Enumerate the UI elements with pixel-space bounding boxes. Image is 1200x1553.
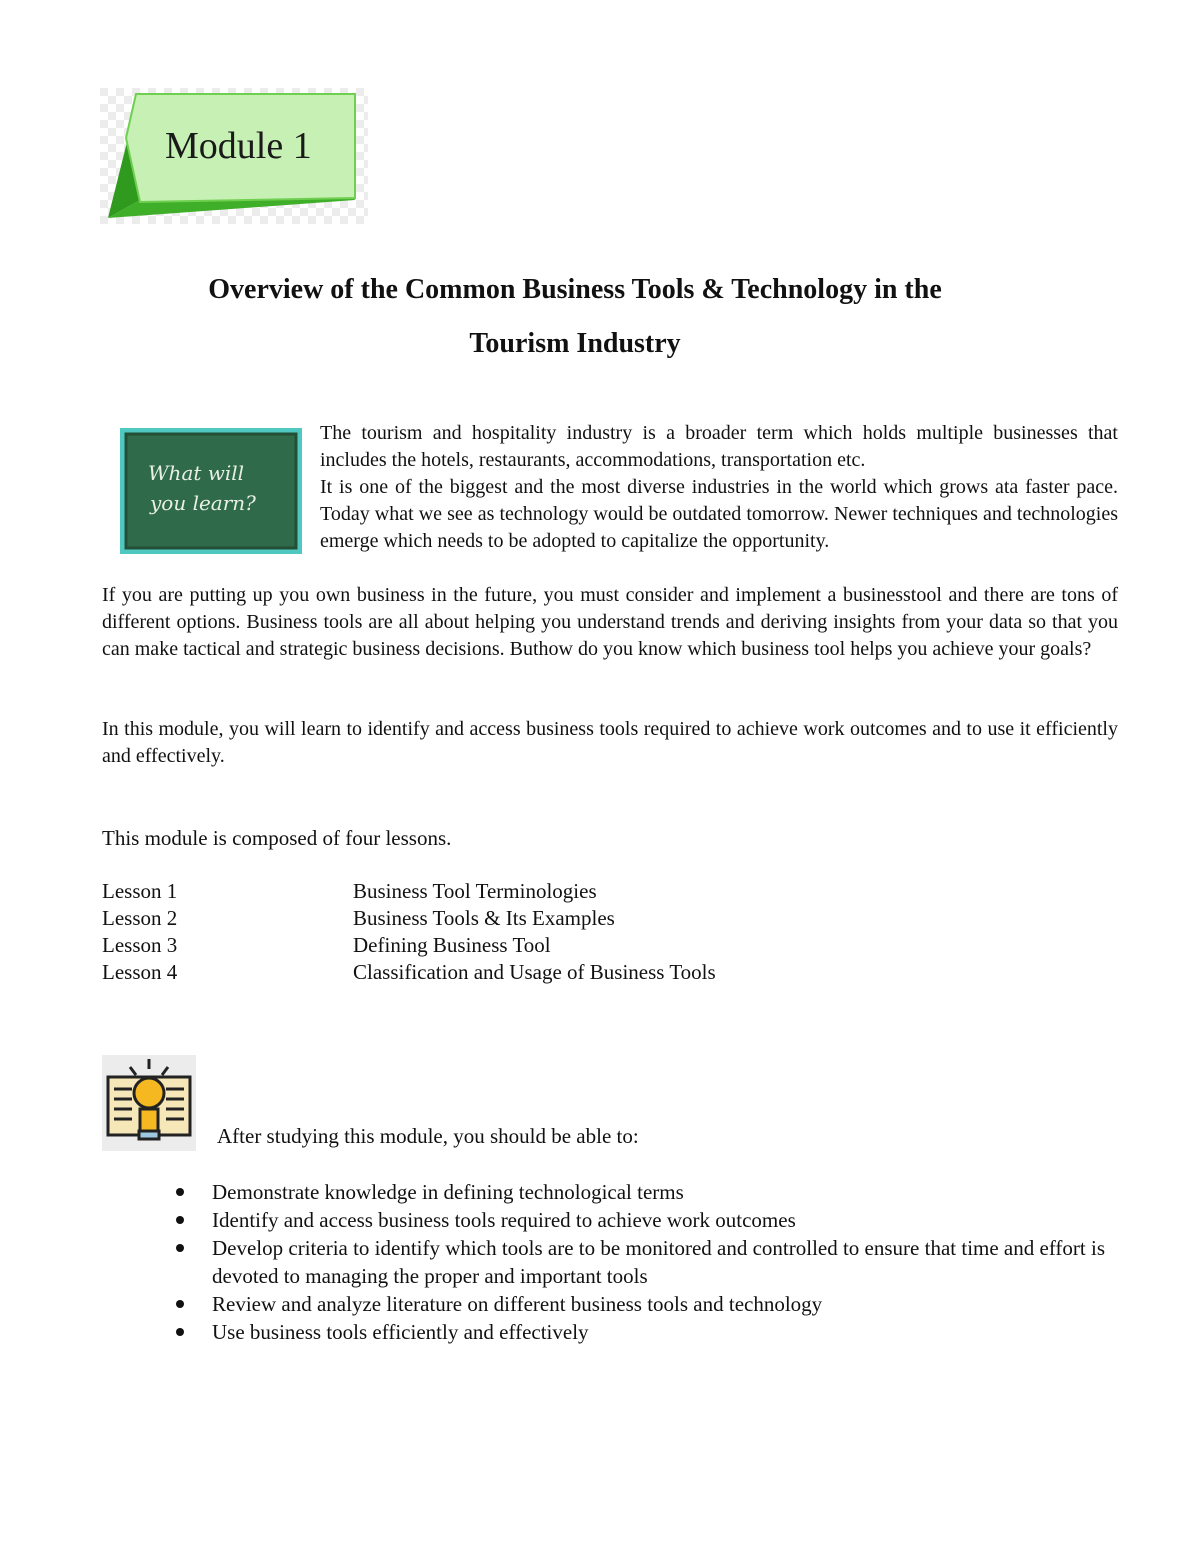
lesson-row	[102, 878, 716, 905]
bullet-icon	[176, 1328, 184, 1336]
lesson-row	[102, 932, 716, 959]
list-item	[212, 1206, 1122, 1234]
lesson-title: Business Tools & Its Examples	[353, 906, 615, 930]
list-item	[212, 1234, 1122, 1290]
business-paragraph-text: If you are putting up you own business in the future, you must consider and implement a businesstool and there are tons of different options. Business tools are all about helping you understand trends and deriving insights from your data so that you can make tactical and strategic business decisions. Buthow do you know which business tool helps you achieve your goals?	[102, 584, 1118, 660]
bullet-icon	[176, 1300, 184, 1308]
business-paragraph	[102, 582, 1118, 663]
lesson-title: Defining Business Tool	[353, 933, 551, 957]
intro-text	[320, 420, 1118, 555]
lesson-row	[102, 959, 716, 986]
bullet-icon	[176, 1216, 184, 1224]
intro-paragraph-2: It is one of the biggest and the most diverse industries in the world which grows ata faster pace. Today what we see as technology would be outdated tomorrow. Newer techniques and technologies emerge which needs to be adopted to capitalize the opportunity.	[320, 476, 1118, 552]
bullet-icon	[176, 1188, 184, 1196]
outcome-text: Use business tools efficiently and effectively	[212, 1320, 589, 1344]
outcome-text: Identify and access business tools required to achieve work outcomes	[212, 1208, 796, 1232]
lesson-number: Lesson 1	[102, 879, 178, 903]
what-will-you-learn-chalkboard	[120, 428, 302, 554]
chalkboard-text-2: you learn?	[150, 491, 256, 515]
module-paragraph-text: In this module, you will learn to identify and access business tools required to achieve work outcomes and to use it efficiently and effectively.	[102, 718, 1118, 767]
lesson-number: Lesson 2	[102, 906, 178, 930]
lessons-intro: This module is composed of four lessons.	[102, 826, 452, 850]
module-label: Module 1	[165, 125, 312, 167]
lesson-number: Lesson 3	[102, 933, 178, 957]
outcome-text: Review and analyze literature on different business tools and technology	[212, 1292, 823, 1316]
learning-outcomes-list	[212, 1178, 1122, 1346]
lessons-list	[102, 878, 716, 986]
bullet-icon	[176, 1244, 184, 1252]
lightbulb-book-icon	[102, 1055, 196, 1151]
lesson-title: Business Tool Terminologies	[353, 879, 597, 903]
list-item	[212, 1178, 1122, 1206]
lesson-title: Classification and Usage of Business Tools	[353, 960, 716, 984]
intro-paragraph-1: The tourism and hospitality industry is a broader term which holds multiple businesses that includes the hotels, restaurants, accommodations, transportation etc.	[320, 422, 1118, 471]
list-item	[212, 1290, 1122, 1318]
module-paragraph	[102, 716, 1118, 770]
lesson-number: Lesson 4	[102, 960, 178, 984]
list-item	[212, 1318, 1122, 1346]
chalkboard-text-1: What will	[148, 461, 245, 485]
outcome-text: Demonstrate knowledge in defining technological terms	[212, 1180, 684, 1204]
page-title: Overview of the Common Business Tools & Technology in the	[208, 274, 942, 305]
objectives-intro: After studying this module, you should be able to:	[217, 1124, 639, 1148]
page-title-line2: Tourism Industry	[469, 328, 681, 359]
outcome-text: Develop criteria to identify which tools are to be monitored and controlled to ensure that time and effort is devoted to managing the proper and important tools	[212, 1236, 1106, 1288]
lesson-row	[102, 905, 716, 932]
